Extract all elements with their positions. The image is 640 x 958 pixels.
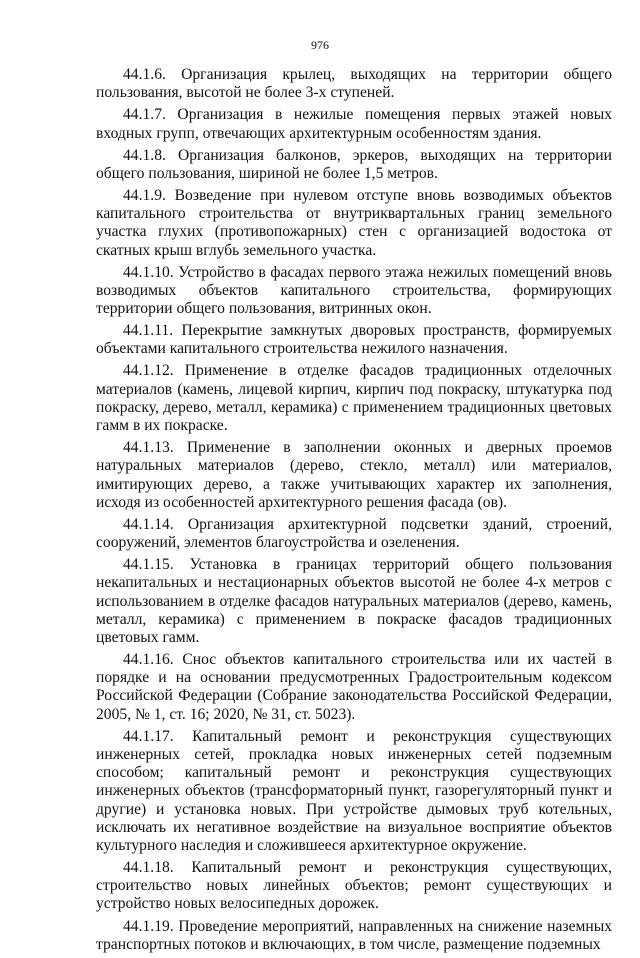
document-body: [96, 66, 612, 958]
paragraph-44-1-19: 44.1.19. Проведение мероприятий, направленных на снижение наземных транспортных потоков и включающих, в том числе, размещение подземных: [96, 917, 612, 953]
paragraph-44-1-12: 44.1.12. Применение в отделке фасадов традиционных отделочных материалов (камень, лицевой кирпич, кирпич под покраску, штукатурка под покраску, дерево, металл, керамика) с применением традиционных цветовых гамм в их покраске.: [96, 362, 612, 434]
paragraph-44-1-18: 44.1.18. Капитальный ремонт и реконструкция существующих, строительство новых линейных объектов; ремонт существующих и устройство новых велосипедных дорожек.: [96, 859, 612, 913]
paragraph-44-1-13: 44.1.13. Применение в заполнении оконных и дверных проемов натуральных материалов (дерево, стекло, металл) или материалов, имитирующих дерево, а также учитывающих характер их заполнения, исходя из особенностей архитектурного решения фасада (ов).: [96, 439, 612, 511]
paragraph-44-1-9: 44.1.9. Возведение при нулевом отступе вновь возводимых объектов капитального строительства от внутриквартальных границ земельного участка глухих (противопожарных) стен с организацией водостока от скатных крыш вглубь земельного участка.: [96, 186, 612, 259]
paragraph-44-1-17: 44.1.17. Капитальный ремонт и реконструкция существующих инженерных сетей, прокладка новых инженерных сетей подземным способом; капитальный ремонт и реконструкция существующих инженерных объектов (трансформаторный пункт, газорегуляторный пункт и другие) и установка новых. При устройстве дымовых труб котельных, исключать их негативное воздействие на визуальное восприятие объектов культурного наследия и сложившееся архитектурное окружение.: [96, 727, 612, 854]
paragraph-44-1-15: 44.1.15. Установка в границах территорий общего пользования некапитальных и нестационарных объектов высотой не более 4-х метров с использованием в отделке фасадов натуральных материалов (дерево, камень, металл, керамика) с применением в покраске фасадов традиционных цветовых гамм.: [96, 556, 612, 646]
paragraph-44-1-6: 44.1.6. Организация крылец, выходящих на территории общего пользования, высотой не более 3-х ступеней.: [96, 66, 612, 102]
paragraph-44-1-16: 44.1.16. Снос объектов капитального строительства или их частей в порядке и на основании предусмотренных Градостроительным кодексом Российской Федерации (Собрание законодательства Российской Федерации, 2005, № 1, ст. 16; 2020, № 31, ст. 5023).: [96, 651, 612, 723]
paragraph-44-1-14: 44.1.14. Организация архитектурной подсветки зданий, строений, сооружений, элементов благоустройства и озеленения.: [96, 515, 612, 551]
page-number: 976: [311, 38, 329, 52]
paragraph-44-1-10: 44.1.10. Устройство в фасадах первого этажа нежилых помещений вновь возводимых объектов капитального строительства, формирующих территории общего пользования, витринных окон.: [96, 263, 612, 317]
paragraph-44-1-8: 44.1.8. Организация балконов, эркеров, выходящих на территории общего пользования, шириной не более 1,5 метров.: [96, 146, 612, 182]
paragraph-44-1-11: 44.1.11. Перекрытие замкнутых дворовых пространств, формируемых объектами капитального строительства нежилого назначения.: [96, 322, 612, 358]
paragraph-44-1-7: 44.1.7. Организация в нежилые помещения первых этажей новых входных групп, отвечающих архитектурным особенностям здания.: [96, 106, 612, 142]
